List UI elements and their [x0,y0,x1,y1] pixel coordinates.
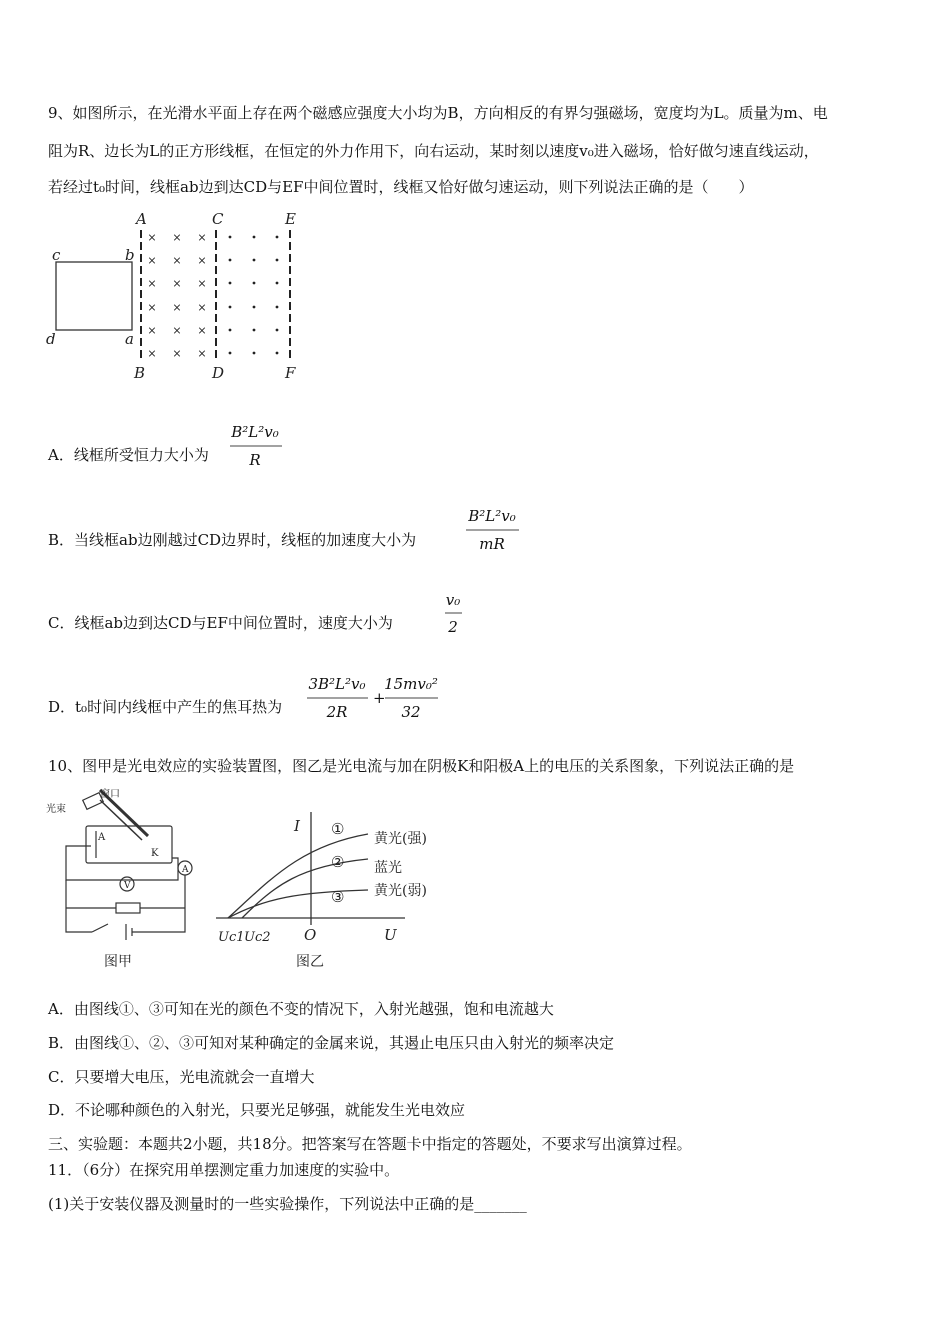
cross-mark: × [147,277,157,290]
dot-mark [253,259,256,262]
tube-label-k: K [151,848,159,859]
cross-mark: × [197,301,207,314]
caption-jia: 图甲 [104,954,132,970]
wire-loop [56,262,132,330]
dot-mark [229,352,232,355]
dot-mark [229,306,232,309]
window-label: 窗口 [100,789,120,800]
cross-mark: × [197,347,207,360]
cross-mark: × [197,277,207,290]
frac-d1 [307,675,368,721]
dot-mark [229,259,232,262]
label-a: a [125,330,134,348]
cross-mark: × [172,324,182,337]
field-marks [147,231,278,360]
cross-mark: × [147,231,157,244]
curve-3 [228,890,368,918]
cross-mark: × [172,231,182,244]
frac-b-den: mR [479,535,505,553]
frac-a-den: R [249,451,261,469]
dot-mark [276,329,279,332]
legend-yellow-strong: 黄光(强) [374,831,427,847]
beam-label: 光束 [46,804,66,815]
dot-mark [253,306,256,309]
cross-mark: × [197,231,207,244]
cross-mark: × [147,254,157,267]
rheostat-icon [116,903,140,913]
label-C: C [212,210,224,228]
q11-stem: 11．（6分）在探究用单摆测定重力加速度的实验中。 [48,1161,400,1179]
dot-mark [253,352,256,355]
q10-option-a: A．由图线①、③可知在光的颜色不变的情况下，入射光越强，饱和电流越大 [48,1000,554,1018]
q10-option-c: C．只要增大电压，光电流就会一直增大 [48,1068,315,1086]
frac-d1-den: 2R [326,703,348,721]
q10-option-d: D．不论哪种颜色的入射光，只要光足够强，就能发生光电效应 [48,1101,466,1119]
dot-mark [276,282,279,285]
voltmeter-label: V [124,881,131,891]
cross-mark: × [172,347,182,360]
frac-d2-num: 15mv₀² [384,675,438,693]
q9-line2: 阻为R、边长为L的正方形线框，在恒定的外力作用下，向右运动，某时刻以速度v₀进入磁场，恰好做匀速直线运动， [48,142,819,160]
dot-mark [276,352,279,355]
label-A: A [136,210,147,228]
tube-label-a: A [98,832,106,843]
q11-part1: (1)关于安装仪器及测量时的一些实验操作，下列说法中正确的是_______ [48,1195,527,1213]
q9-option-b: B．当线框ab边刚越过CD边界时，线框的加速度大小为 [48,531,417,549]
q10-option-b: B．由图线①、②、③可知对某种确定的金属来说，其遏止电压只由入射光的频率决定 [48,1034,615,1052]
q9-option-d: D．t₀时间内线框中产生的焦耳热为 [48,698,283,716]
uc1-label: Uc1 [218,930,245,945]
q9-figure [46,210,296,382]
fig-jia [46,787,192,970]
axis-label-i: I [294,817,300,835]
dot-mark [276,306,279,309]
frac-d2-den: 32 [401,703,421,721]
cross-mark: × [147,301,157,314]
curve-3-marker: ③ [331,888,345,906]
legend-yellow-weak: 黄光(弱) [374,883,427,899]
frac-c [445,591,462,636]
frac-a-num: B²L²v₀ [231,423,279,441]
label-b: b [125,246,135,264]
q9-option-c: C．线框ab边到达CD与EF中间位置时，速度大小为 [48,614,393,632]
fig-yi [216,812,427,970]
caption-yi: 图乙 [296,954,324,970]
origin-label: O [304,926,317,944]
q9-option-a: A．线框所受恒力大小为 [48,446,209,464]
cross-mark: × [172,277,182,290]
frac-c-num: v₀ [445,591,461,609]
dot-mark [253,282,256,285]
dot-mark [229,282,232,285]
label-c: c [52,246,61,264]
dot-mark [253,329,256,332]
dot-mark [229,236,232,239]
frac-b [466,507,519,553]
curve-2-marker: ② [331,853,345,871]
cross-mark: × [172,254,182,267]
dot-mark [276,259,279,262]
q10-stem: 10、图甲是光电效应的实验装置图，图乙是光电流与加在阴极K和阳极A上的电压的关系图象，下列说法正确的是 [48,757,795,775]
frac-c-den: 2 [448,618,458,636]
section-3-heading: 三、实验题：本题共2小题，共18分。把答案写在答题卡中指定的答题处，不要求写出演算过程。 [48,1135,692,1153]
label-d: d [46,330,56,348]
label-F: F [285,364,296,382]
frac-d1-num: 3B²L²v₀ [308,675,366,693]
dot-mark [229,329,232,332]
dot-mark [276,236,279,239]
switch-icon [92,924,108,932]
cross-mark: × [172,301,182,314]
cross-mark: × [197,324,207,337]
legend-blue: 蓝光 [374,860,402,876]
ammeter-label: A [182,865,189,875]
q9-line1: 9、如图所示，在光滑水平面上存在两个磁感应强度大小均为B，方向相反的有界匀强磁场，宽度均为L。质量为m、电 [48,104,828,122]
label-E: E [285,210,296,228]
curve-1-marker: ① [331,820,345,838]
uc2-label: Uc2 [244,930,271,945]
frac-b-num: B²L²v₀ [468,507,516,525]
frac-a [230,423,282,469]
label-D: D [212,364,225,382]
plus-sign: + [373,689,386,707]
cross-mark: × [147,347,157,360]
cross-mark: × [197,254,207,267]
frac-d2 [384,675,438,721]
axis-label-u: U [384,926,397,944]
label-B: B [134,364,146,382]
dot-mark [253,236,256,239]
cross-mark: × [147,324,157,337]
q9-line3: 若经过t₀时间，线框ab边到达CD与EF中间位置时，线框又恰好做匀速运动，则下列说法正确的是（ ） [48,178,754,196]
